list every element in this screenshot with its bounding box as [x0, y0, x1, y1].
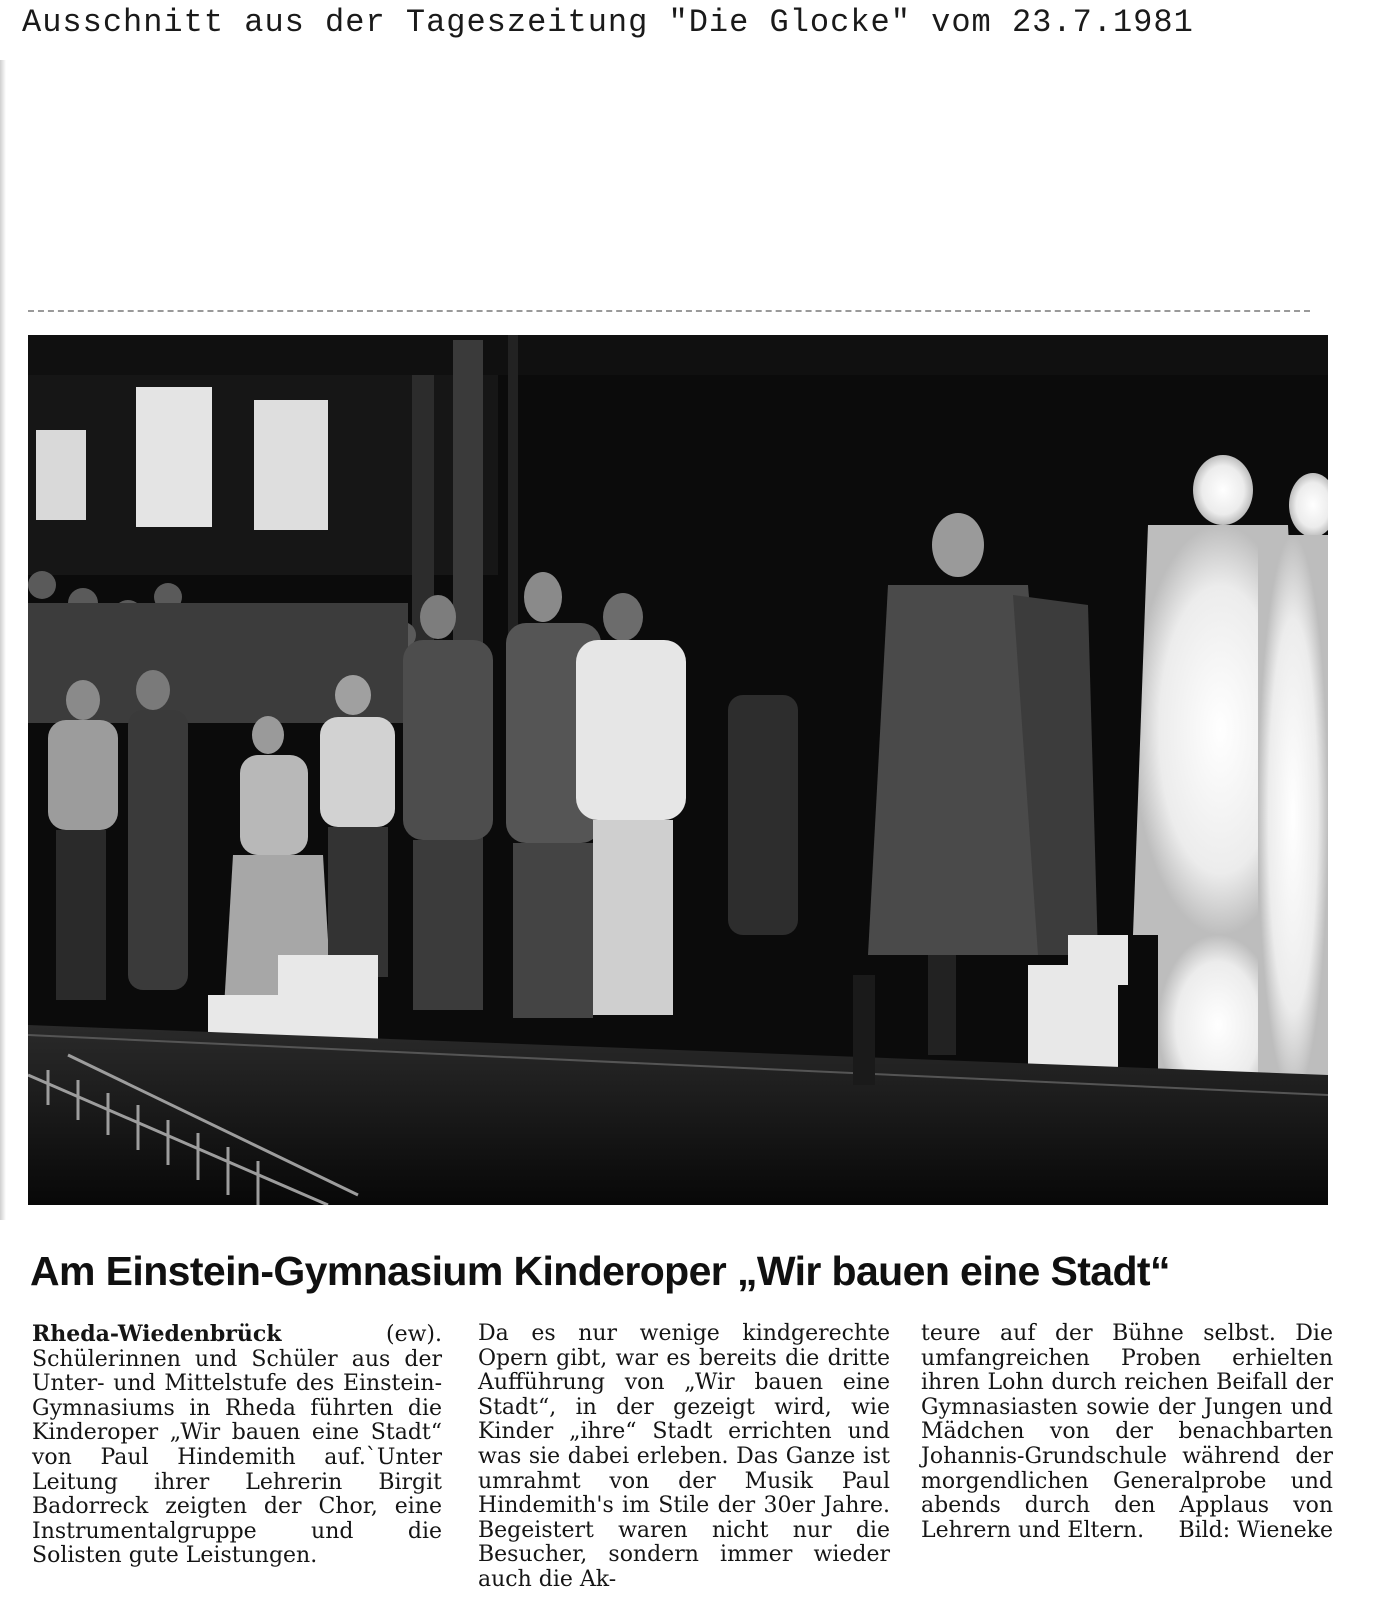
article-photo [28, 335, 1328, 1205]
article-column-3 [921, 1322, 1333, 1543]
column-3-text: teure auf der Bühne selbst. Die umfangreichen Proben erhielten ihren Lohn durch reichen Beifall der Gymnasiasten sowie der Jungen und Mädchen von der benachbarten Johannis-Grundschule während der morgendlichen Generalprobe und abends durch den Applaus von Lehrern und Eltern. [921, 1321, 1333, 1543]
dashed-cut-line [28, 310, 1310, 312]
photo-credit: Bild: Wieneke [1178, 1517, 1333, 1543]
clipping-source-line: Ausschnitt aus der Tageszeitung "Die Glocke" vom 23.7.1981 [22, 4, 1194, 41]
dateline: Rheda-Wiedenbrück [32, 1321, 282, 1347]
column-1-text: (ew). Schülerinnen und Schüler aus der Unter- und Mittelstufe des Einstein-Gymnasiums in Rheda führten die Kinderoper „Wir bauen eine Stadt“ von Paul Hindemith auf.`Unter Leitung ihrer Lehrerin Birgit Badorreck zeigten der Chor, eine Instrumentalgruppe und die Solisten gute Leistungen. [32, 1322, 442, 1569]
column-2-text: Da es nur wenige kindgerechte Opern gibt, war es bereits die dritte Aufführung von „Wir bauen eine Stadt“, in der gezeigt wird, wie Kinder „ihre“ Stadt errichten und was sie dabei erleben. Das Ganze ist umrahmt von der Musik Paul Hindemith's im Stile der 30er Jahre. Begeistert waren nicht nur die Besucher, sondern immer wieder auch die Ak- [478, 1321, 890, 1592]
article-column-2 [478, 1322, 890, 1593]
article-headline: Am Einstein-Gymnasium Kinderoper „Wir bauen eine Stadt“ [30, 1248, 1170, 1294]
article-column-1 [32, 1322, 442, 1569]
scan-edge-shadow [0, 60, 6, 1220]
